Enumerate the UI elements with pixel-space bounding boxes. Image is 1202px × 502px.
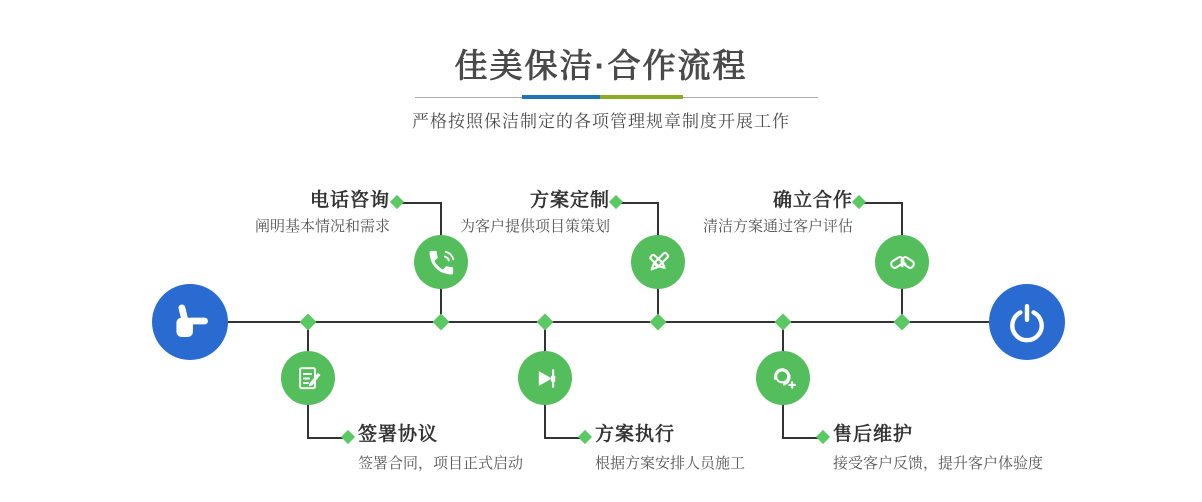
pointing-hand-icon: [168, 300, 212, 344]
timeline-diamond: [650, 314, 667, 331]
step-node: [631, 235, 685, 289]
step-phone-consult: [158, 190, 390, 236]
step-desc: 根据方案安排人员施工: [595, 454, 746, 472]
timeline-diamond: [433, 314, 450, 331]
step-title: 售后维护: [833, 424, 914, 445]
step-node: [414, 235, 468, 289]
power-icon: [1005, 300, 1049, 344]
connector-diamond: [852, 195, 866, 209]
step-title: 确立合作: [772, 190, 853, 211]
phone-icon: [426, 247, 457, 278]
step-desc: 签署合同，项目正式启动: [358, 454, 524, 472]
step-node: [756, 351, 810, 405]
timeline-diamond: [537, 314, 554, 331]
timeline-diamond: [775, 314, 792, 331]
step-after-sales: [833, 424, 1113, 473]
customer-service-icon: [768, 363, 799, 394]
step-execute-plan: [595, 424, 855, 473]
timeline-diamond: [894, 314, 911, 331]
play-execute-icon: [530, 363, 561, 394]
step-node: [281, 351, 335, 405]
step-node: [875, 235, 929, 289]
title-divider-green-segment: [600, 95, 683, 99]
step-desc: 为客户提供项目策策划: [459, 217, 610, 235]
step-desc: 阐明基本情况和需求: [254, 217, 390, 235]
step-desc: 清洁方案通过客户评估: [702, 217, 853, 235]
timeline-end-node: [989, 284, 1065, 360]
step-title: 签署协议: [358, 424, 439, 445]
title-divider-blue-segment: [522, 95, 600, 99]
handshake-icon: [887, 247, 918, 278]
connector-diamond: [341, 430, 355, 444]
step-desc: 接受客户反馈，提升客户体验度: [833, 454, 1044, 472]
timeline-start-node: [152, 284, 228, 360]
step-node: [518, 351, 572, 405]
contract-sign-icon: [293, 363, 324, 394]
step-establish-cooperation: [621, 190, 853, 236]
step-title: 电话咨询: [309, 190, 390, 211]
pen-design-icon: [643, 247, 674, 278]
step-title: 方案定制: [529, 190, 610, 211]
timeline-diamond: [300, 314, 317, 331]
step-plan-design: [378, 190, 610, 236]
step-sign-agreement: [358, 424, 618, 473]
step-title: 方案执行: [595, 424, 676, 445]
page-subtitle: 严格按照保洁制定的各项管理规章制度开展工作: [412, 112, 790, 131]
page-title: 佳美保洁·合作流程: [454, 47, 748, 84]
